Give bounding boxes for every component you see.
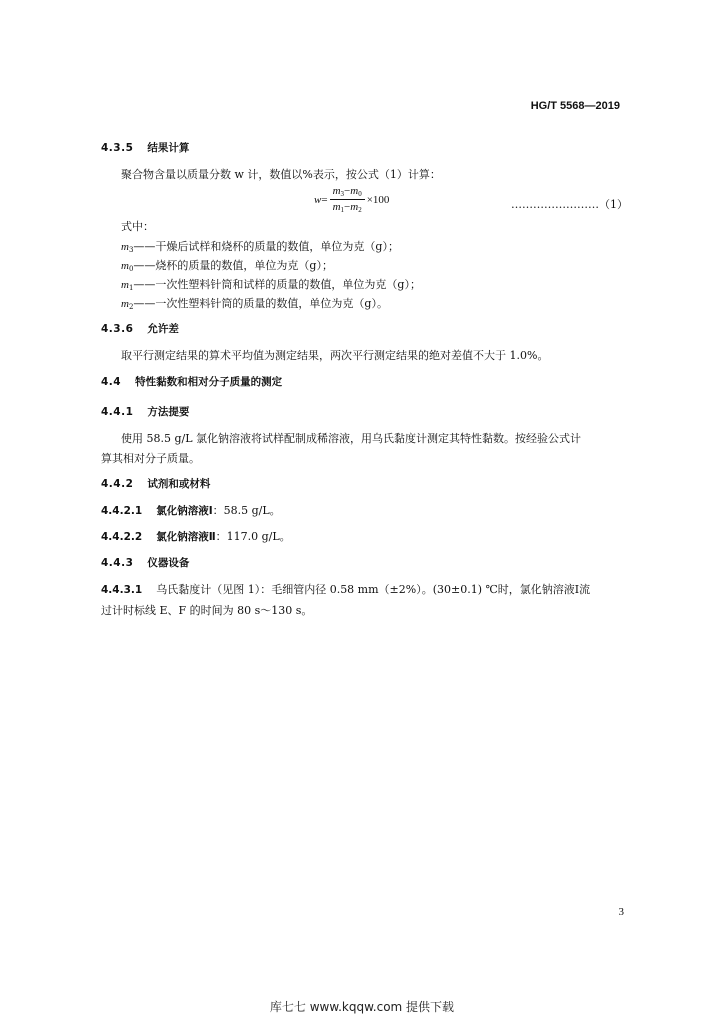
var-symbol: m bbox=[121, 241, 129, 253]
var-description: ——一次性塑料针筒的质量的数值，单位为克（g）。 bbox=[133, 297, 388, 310]
section-number: 4.3.5 bbox=[101, 142, 134, 154]
numerator-sub-b: 0 bbox=[358, 190, 362, 198]
where-label: 式中： bbox=[121, 220, 154, 233]
var-description: ——烧杯的质量的数值，单位为克（g）； bbox=[133, 259, 333, 272]
method-paragraph-line-1: 使用 58.5 g/L 氯化钠溶液将试样配制成稀溶液，用乌氏黏度计测定其特性黏数。按经验公式计 bbox=[121, 432, 582, 445]
section-heading-4-4-2 bbox=[101, 476, 210, 491]
item-text: ：58.5 g/L。 bbox=[212, 504, 281, 517]
denominator-minus: − bbox=[344, 201, 351, 213]
var-subscript: 3 bbox=[128, 246, 134, 254]
item-text-line-1: 乌氏黏度计（见图 1）：毛细管内径 0.58 mm（±2%）。(30±0.1) ℃时，氯化钠溶液Ⅰ流 bbox=[156, 583, 591, 596]
numerator-minus: − bbox=[344, 185, 351, 197]
formula-fraction bbox=[330, 185, 365, 214]
numerator-sub-a: 3 bbox=[340, 190, 345, 198]
section-title: 允许差 bbox=[147, 323, 179, 335]
var-subscript: 0 bbox=[128, 265, 134, 273]
var-description: ——干燥后试样和烧杯的质量的数值，单位为克（g）； bbox=[133, 240, 399, 253]
section-number: 4.4.2 bbox=[101, 478, 134, 490]
denominator-sub-a: 1 bbox=[340, 206, 345, 214]
download-footer[interactable]: 库七七 www.kqqw.com 提供下载 bbox=[269, 1000, 455, 1014]
section-number: 4.4.3 bbox=[101, 557, 134, 569]
calc-paragraph: 聚合物含量以质量分数 w 计，数值以%表示，按公式（1）计算： bbox=[121, 168, 441, 181]
reagent-item-2 bbox=[101, 528, 291, 544]
method-paragraph-line-2: 算其相对分子质量。 bbox=[101, 452, 200, 465]
formula-lhs: w bbox=[314, 193, 322, 206]
section-title: 结果计算 bbox=[147, 142, 190, 154]
section-number: 4.4 bbox=[101, 376, 122, 388]
item-title: 氯化钠溶液Ⅰ bbox=[156, 505, 213, 517]
var-symbol: m bbox=[121, 279, 129, 291]
variable-definition bbox=[121, 257, 333, 273]
denominator-sub-b: 2 bbox=[358, 206, 362, 214]
denominator-var-b: m bbox=[350, 201, 359, 213]
item-number: 4.4.2.2 bbox=[101, 531, 143, 543]
formula-numerator bbox=[330, 185, 365, 200]
variable-definition bbox=[121, 295, 388, 311]
equation-number: ……………………（1） bbox=[511, 198, 628, 211]
formula-denominator bbox=[330, 200, 365, 214]
var-description: ——一次性塑料针筒和试样的质量的数值，单位为克（g）； bbox=[133, 278, 421, 291]
item-number: 4.4.3.1 bbox=[101, 584, 143, 596]
section-heading-4-3-5 bbox=[101, 140, 189, 155]
section-heading-4-4-1 bbox=[101, 404, 189, 419]
item-title: 氯化钠溶液Ⅱ bbox=[156, 531, 216, 543]
page-number: 3 bbox=[618, 906, 624, 918]
formula-equals: = bbox=[321, 193, 328, 206]
item-number: 4.4.2.1 bbox=[101, 505, 143, 517]
var-subscript: 1 bbox=[128, 284, 134, 292]
formula-1 bbox=[314, 185, 389, 214]
variable-definition bbox=[121, 276, 421, 292]
section-title: 方法提要 bbox=[147, 406, 190, 418]
section-number: 4.4.1 bbox=[101, 406, 134, 418]
section-title: 试剂和或材料 bbox=[147, 478, 211, 490]
section-heading-4-4-3 bbox=[101, 555, 189, 570]
variable-definition bbox=[121, 238, 399, 254]
var-symbol: m bbox=[121, 260, 129, 272]
equipment-item-1 bbox=[101, 581, 590, 597]
standard-number: HG/T 5568—2019 bbox=[530, 100, 620, 112]
item-text: ：117.0 g/L。 bbox=[215, 530, 291, 543]
var-subscript: 2 bbox=[128, 303, 134, 311]
var-symbol: m bbox=[121, 298, 129, 310]
reagent-item-1 bbox=[101, 502, 281, 518]
section-title: 特性黏数和相对分子质量的测定 bbox=[135, 376, 283, 388]
denominator-var-a: m bbox=[332, 201, 341, 213]
equipment-item-1-line-2: 过计时标线 E、F 的时间为 80 s～130 s。 bbox=[101, 604, 313, 617]
numerator-var-b: m bbox=[350, 185, 359, 197]
section-heading-4-3-6 bbox=[101, 321, 179, 336]
section-title: 仪器设备 bbox=[147, 557, 190, 569]
section-number: 4.3.6 bbox=[101, 323, 134, 335]
formula-times: ×100 bbox=[366, 193, 390, 206]
numerator-var-a: m bbox=[332, 185, 341, 197]
section-heading-4-4 bbox=[101, 374, 282, 389]
tolerance-paragraph: 取平行测定结果的算术平均值为测定结果，两次平行测定结果的绝对差值不大于 1.0%。 bbox=[121, 349, 549, 362]
